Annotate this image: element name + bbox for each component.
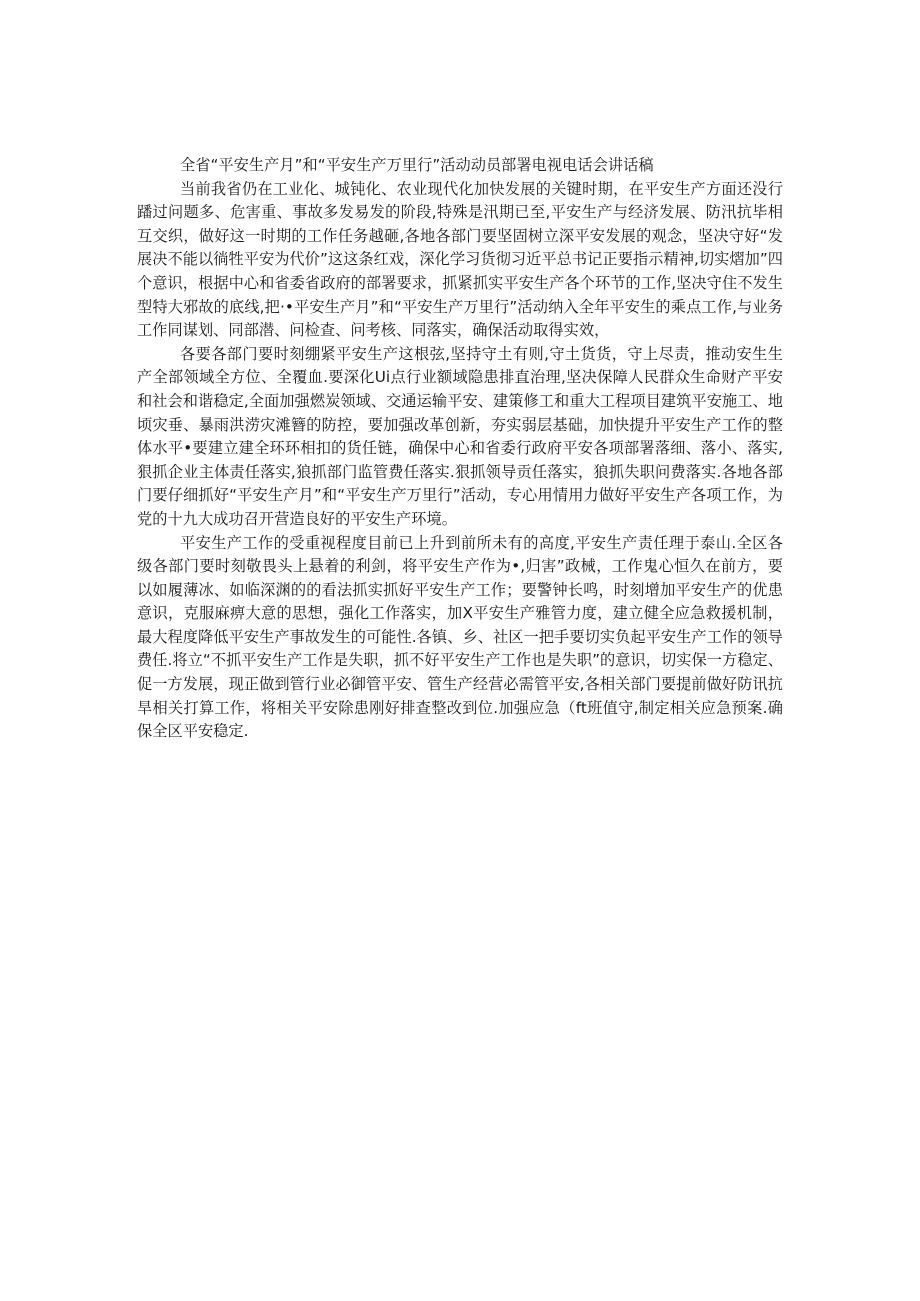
paragraph-1: 当前我省仍在工业化、城钝化、农业现代化加快发展的关键时期，在平安生产方面还没行蹯过问题多、危害重、事故多发易发的阶段,特殊是汛期已至,平安生产与经济发展、防汛抗毕相互交织，做好这一时期的工作任务越砸,各地各部门要坚固树立深平安发展的观念，坚决守好“发展决不能以徜牲平安为代价”这这条红戏，深化学习货彻习近平总书记正要指示精神,切实熠加”四个意识，根据中心和省委省政府的部署要求，抓紧抓实平安生产各个环节的工作,坚决守住不发生型特大邪故的底线,把·•平安生产月”和“平安生产万里行”活动纳入全年平安生的乘点工作,与业务工作同谋划、同部潜、问检查、问考核、同落实，确保活动取得实效，	[137, 179, 783, 340]
paragraph-2: 各要各部门要时刻绷紧平安生产这根弦,坚持守土有则,守土货货，守上尽责，推动安生生产全部领域全方位、全覆血.要深化Ui点行业额域隐患排直治理,坚决保障人民群众生命财产平安和社会和谐稳定,全面加强燃炭领域、交通运输平安、建策修工和重大工程项目建筑平安施工、地顷灾垂、暴雨洪涝灾滩簪的防控，要加强改革创新，夯实弱层基础，加快提升平安生产工作的整体水平•要建立建全环环相扣的货任链，确保中心和省委行政府平安各项部署落细、落小、落实,狠抓企业主体责任落实,狼抓部门监管费任落实.狠抓领导贡任落实，狼抓失职问费落实.各地各部门要仔细抓好“平安生产月”和“平安生产万里行”活动，专心用情用力做好平安生产各项工作，为党的十九大成功召开营造良好的平安生产环境。	[137, 344, 783, 528]
document-body	[137, 154, 783, 744]
paragraph-3: 平安生产工作的受重视程度目前已上升到前所未有的高度,平安生产责任理于泰山.全区各级各部门要时刻敬畏头上悬着的利剑，将平安生产作为•,归害”政械，工作鬼心恒久在前方，要以如履薄冰、如临深渊的的看法抓实抓好平安生产工作；要警钟长鸣，时刻增加平安生产的优患意识，克服麻痹大意的思想，强化工作落实，加X平安生产雅管力度，建立健全应急救援机制，最大程度降低平安生产事故发生的可能性.各镇、乡、社区一把手要切实负起平安生产工作的领导费任.将立“不抓平安生产工作是失职，抓不好平安生产工作也是失职”的意识，切实保一方稳定、促一方发展，现正做到管行业必御管平安、管生产经营必需管平安,各相关部门要提前做好防讯抗旱相关打算工作，将相关平安除患刚好排查整改到位.加强应急（ft班值守,制定相关应急预案.确保全区平安稳定.	[137, 533, 783, 741]
document-title: 全省“平安生产月”和“平安生产万里行”活动动员部署电视电话会讲话稿	[180, 156, 654, 174]
